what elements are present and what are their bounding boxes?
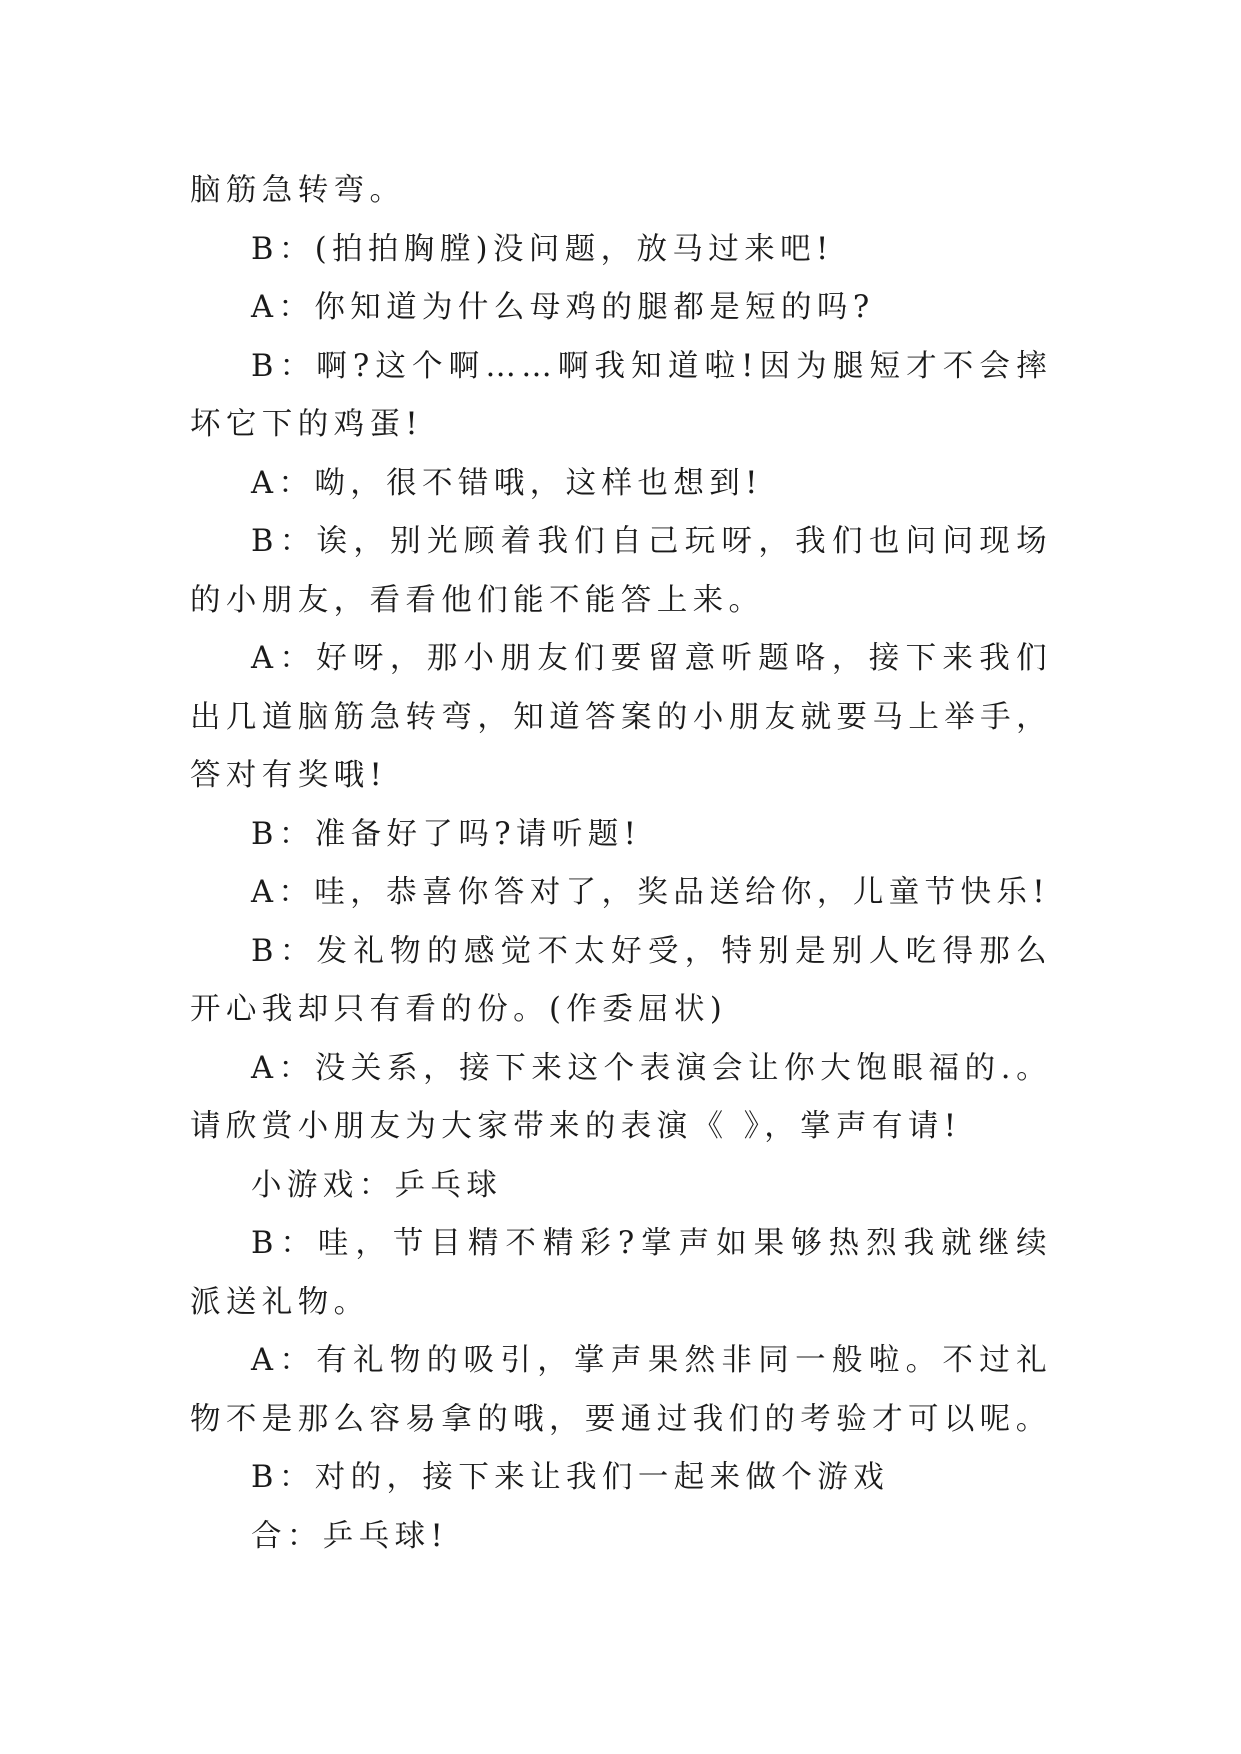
paragraph-7: A：好呀，那小朋友们要留意听题咯，接下来我们出几道脑筋急转弯，知道答案的小朋友就要马上举手，答对有奖哦! [190, 641, 1052, 793]
paragraph-6: B：诶，别光顾着我们自己玩呀，我们也问问现场的小朋友，看看他们能不能答上来。 [190, 524, 1052, 618]
paragraph-10: B：发礼物的感觉不太好受，特别是别人吃得那么开心我却只有看的份。(作委屈状) [190, 933, 1052, 1027]
paragraph-9: A：哇，恭喜你答对了，奖品送给你，儿童节快乐! [251, 875, 1050, 910]
paragraph-4: B：啊?这个啊……啊我知道啦!因为腿短才不会摔坏它下的鸡蛋! [190, 348, 1052, 442]
paragraph-12: 小游戏：乒乓球 [251, 1167, 503, 1203]
paragraph-2: B：(拍拍胸膛)没问题，放马过来吧! [251, 231, 834, 267]
paragraph-15: B：对的，接下来让我们一起来做个游戏 [251, 1460, 890, 1495]
paragraph-16: 合：乒乓球! [251, 1518, 449, 1554]
paragraph-5: A：呦，很不错哦，这样也想到! [251, 465, 763, 501]
paragraph-8: B：准备好了吗?请听题! [251, 816, 642, 852]
paragraph-11: A：没关系，接下来这个表演会让你大饱眼福的.。请欣赏小朋友为大家带来的表演《 》，掌声有请! [190, 1050, 1052, 1144]
paragraph-3: A：你知道为什么母鸡的腿都是短的吗? [251, 290, 875, 325]
paragraph-14: A：有礼物的吸引，掌声果然非同一般啦。不过礼物不是那么容易拿的哦，要通过我们的考验才可以呢。 [190, 1343, 1052, 1437]
document-body [190, 162, 1052, 1566]
paragraph-13: B：哇，节目精不精彩?掌声如果够热烈我就继续派送礼物。 [190, 1226, 1052, 1320]
paragraph-1: 脑筋急转弯。 [190, 173, 406, 208]
